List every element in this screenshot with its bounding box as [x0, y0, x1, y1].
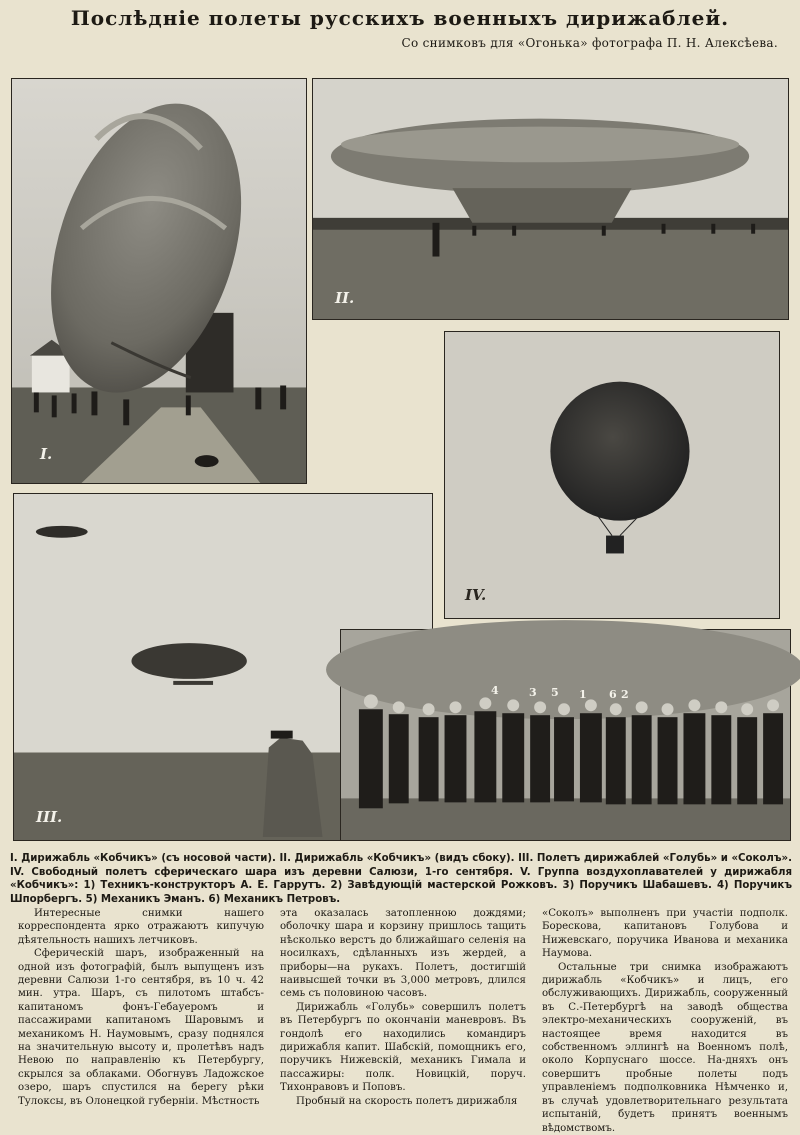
article-paragraph: Интересные снимки нашего корреспондента ярко отражаютъ кипучую дѣятельность нашихъ летчиковъ.: [18, 908, 264, 946]
photo-airship-side: [312, 78, 789, 320]
photo-group-aeronauts: [340, 629, 791, 841]
photo-credit: Со снимковъ для «Огонька» фотографа П. Н. Алексѣева.: [401, 36, 778, 50]
photo-label-i: I.: [40, 445, 53, 463]
photo-spherical-balloon: [444, 331, 780, 619]
article-paragraph: «Соколъ» выполненъ при участіи подполк. Борескова, капитановъ Голубова и Нижевскаго, поручика Иванова и механика Наумова.: [542, 908, 788, 960]
photo-caption: I. Дирижабль «Кобчикъ» (съ носовой части). II. Дирижабль «Кобчикъ» (видъ сбоку). III. Полетъ дирижаблей «Голубь» и «Соколъ». IV. Свободный полетъ сферическаго шара изъ деревни Салюзи, 1-го сентября. V. Группа воздухоплавателей у дирижабля «Кобчикъ»: 1) Техникъ-конструкторъ А. Е. Гаррутъ. 2) Завѣдующій мастерской Рожковъ. 3) Поручикъ Шабашевъ. 4) Поручикъ Шпорбергъ. 5) Механикъ Эманъ. 6) Механикъ Петровъ.: [10, 853, 792, 905]
photo-label-iv: IV.: [465, 586, 487, 604]
page-title: Послѣдніе полеты русскихъ военныхъ дирижаблей.: [70, 6, 730, 30]
article-paragraph: Дирижабль «Голубь» совершилъ полетъ въ Петербургъ по окончаніи маневровъ. Въ гондолѣ его находились командиръ дирижабля капит. Шабскій, помощникъ его, поручикъ Нижевскій, механикъ Гимала и пассажиры: полк. Новицкій, поруч. Тихонравовъ и Поповъ.: [280, 1001, 526, 1094]
article-column-1: [18, 907, 264, 1107]
photo-label-ii: II.: [335, 289, 355, 307]
article-column-2: [280, 907, 526, 1107]
article-body: [18, 907, 788, 1134]
photo-label-num-3: 3: [529, 686, 537, 699]
photo-label-num-5: 5: [551, 686, 559, 699]
article-paragraph: Пробный на скорость полетъ дирижабля: [296, 1095, 518, 1107]
photo-label-num-6: 6: [609, 688, 617, 701]
photo-airship-front: [11, 78, 307, 484]
article-paragraph: эта оказалась затопленною дождями; оболочку шара и корзину пришлось тащить нѣсколько верстъ до ближайшаго селенія на носилкахъ, сдѣланныхъ изъ жердей, а приборы—на рукахъ. Полетъ, достигшій наивысшей точки въ 3,000 метровъ, длился семь съ половиною часовъ.: [280, 908, 526, 1000]
photo-label-num-4: 4: [491, 684, 499, 697]
photo-label-num-1: 1: [579, 688, 587, 701]
photo-label-iii: III.: [36, 808, 63, 826]
article-paragraph: Остальные три снимка изображаютъ дирижабль «Кобчикъ» и лицъ, его обслуживающихъ. Дирижабль, сооруженный въ С.-Петербургѣ на заводѣ общества электро-механическихъ сооруженій, въ настоящее время находится въ собственномъ эллингѣ на Военномъ полѣ, около Корпуснаго шоссе. На-дняхъ онъ совершитъ пробные полеты подъ управленіемъ подполковника Нѣмченко и, въ случаѣ удовлетворительнаго результата испытаній, будетъ принятъ военнымъ вѣдомствомъ.: [542, 961, 788, 1134]
article-paragraph: Сферическій шаръ, изображенный на одной изъ фотографій, былъ выпущенъ изъ деревни Салюзи 1-го сентября, въ 10 ч. 42 мин. утра. Шаръ, съ пилотомъ штабсъ-капитаномъ фонъ-Гебауеромъ и пассажирами капитаномъ Шаровымъ и механикомъ Н. Наумовымъ, сразу поднялся на значительную высоту и, пролетѣвъ надъ Невою по направленію къ Петербургу, скрылся за облаками. Обогнувъ Ладожское озеро, шаръ спустился на берегу рѣки Тулоксы, въ Олонецкой губерніи. Мѣстность: [18, 948, 264, 1107]
article-column-3: [542, 907, 788, 1134]
photo-label-num-2: 2: [621, 688, 629, 701]
